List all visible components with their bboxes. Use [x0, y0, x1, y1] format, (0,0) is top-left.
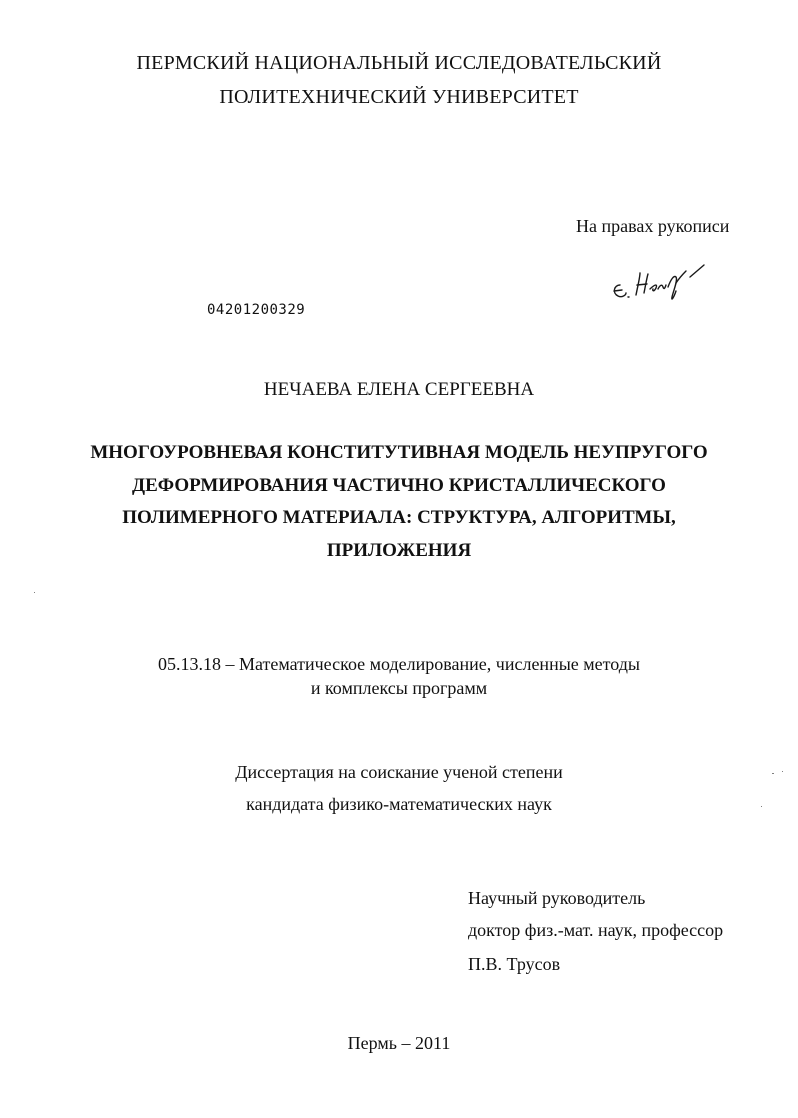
- title-line-3: ПОЛИМЕРНОГО МАТЕРИАЛА: СТРУКТУРА, АЛГОРИТМЫ,: [122, 507, 676, 528]
- handwritten-signature: [606, 247, 716, 307]
- university-name-line-2: ПОЛИТЕХНИЧЕСКИЙ УНИВЕРСИТЕТ: [219, 86, 579, 108]
- scan-speck: [34, 592, 35, 593]
- document-number: 04201200329: [207, 302, 306, 318]
- specialty-line-2: и комплексы программ: [310, 678, 488, 698]
- university-name-line-1: ПЕРМСКИЙ НАЦИОНАЛЬНЫЙ ИССЛЕДОВАТЕЛЬСКИЙ: [136, 52, 662, 74]
- city-year: Пермь – 2011: [347, 1033, 451, 1053]
- title-line-1: МНОГОУРОВНЕВАЯ КОНСТИТУТИВНАЯ МОДЕЛЬ НЕУПРУГОГО: [90, 442, 708, 463]
- dissertation-line-2: кандидата физико-математических наук: [246, 794, 552, 814]
- supervisor-degree: доктор физ.-мат. наук, профессор: [468, 920, 724, 940]
- scan-speck: [761, 806, 762, 807]
- title-line-2: ДЕФОРМИРОВАНИЯ ЧАСТИЧНО КРИСТАЛЛИЧЕСКОГО: [132, 475, 666, 496]
- scan-speck: [782, 771, 783, 772]
- scan-speck: [772, 773, 774, 774]
- title-line-4: ПРИЛОЖЕНИЯ: [326, 540, 472, 561]
- supervisor-label: Научный руководитель: [468, 888, 646, 908]
- dissertation-line-1: Диссертация на соискание ученой степени: [235, 762, 563, 782]
- author-name: НЕЧАЕВА ЕЛЕНА СЕРГЕЕВНА: [263, 379, 535, 400]
- supervisor-name: П.В. Трусов: [468, 954, 561, 974]
- rights-note: На правах рукописи: [576, 216, 730, 236]
- specialty-line-1: 05.13.18 – Математическое моделирование, численные методы: [157, 654, 641, 674]
